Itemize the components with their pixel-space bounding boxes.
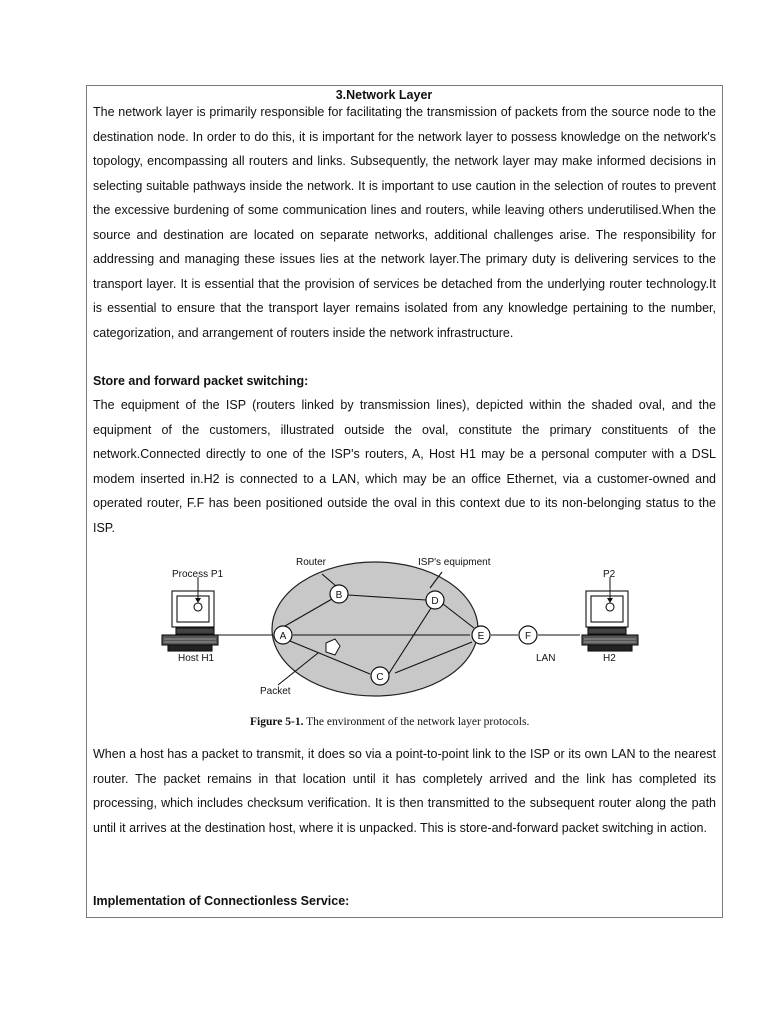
section-title: 3.Network Layer [335, 88, 433, 102]
figure-caption [250, 716, 529, 728]
h2-process [606, 603, 614, 611]
node-d-label: D [431, 596, 439, 607]
label-host-h1: Host H1 [178, 653, 215, 664]
label-lan: LAN [536, 653, 556, 664]
network-figure [150, 551, 650, 741]
label-isp-equipment: ISP's equipment [418, 557, 491, 568]
node-f-label: F [524, 631, 532, 642]
node-b-label: B [335, 590, 343, 601]
label-p2: P2 [603, 569, 616, 580]
label-packet: Packet [260, 686, 291, 697]
intro-paragraph: The network layer is primarily responsible for facilitating the transmission of packets from the source node to the destination node. In order to do this, it is important for the network layer to possess knowledge on the network's topology, encompassing all routers and links. Subsequently, the network layer may make informed decisions in selecting suitable pathways inside the network. It is important to use caution in the selection of routes to prevent the excessive burdening of some communication lines and routers, while leaving others underutilised.When the source and destination are located on separate networks, additional challenges arise. The responsibility for addressing and managing these issues lies at the network layer.The primary duty is delivering services to the transport layer. It is essential that the provision of services be detached from the underlying router technology.It is essential to ensure that the transport layer remains isolated from any knowledge pertaining to the number, categorization, and arrangement of routers inside the network infrastructure. [93, 105, 716, 340]
node-c-label: C [376, 672, 384, 683]
h1-process [194, 603, 202, 611]
node-a-label: A [279, 631, 287, 642]
host-h1-computer-icon [162, 591, 218, 651]
network-diagram [150, 551, 650, 721]
isp-paragraph: The equipment of the ISP (routers linked by transmission lines), depicted within the shaded oval, and the equipment of the customers, illustrated outside the oval, constitute the primary constituents of the network.Connected directly to one of the ISP's routers, A, Host H1 may be a personal computer with a DSL modem inserted in.H2 is connected to a LAN, which may be an office Ethernet, via a customer-owned and operated router, F.F has been positioned outside the oval in this context due to its non-belonging status to the ISP. [93, 398, 716, 535]
node-e-label: E [477, 631, 485, 642]
label-router: Router [296, 557, 327, 568]
label-process-p1: Process P1 [172, 569, 224, 580]
heading-connectionless: Implementation of Connectionless Service: [93, 894, 350, 908]
caption-text: The environment of the network layer protocols. [306, 716, 530, 728]
caption-label: Figure 5-1. [250, 716, 304, 728]
heading-store-and-forward: Store and forward packet switching: [93, 374, 309, 388]
forwarding-paragraph: When a host has a packet to transmit, it does so via a point-to-point link to the ISP or its own LAN to the nearest router. The packet remains in that location until it has completely arrived and the link has completed its processing, which includes checksum verification. It is then transmitted to the subsequent router along the path until it arrives at the destination host, where it is unpacked. This is store-and-forward packet switching in action. [93, 747, 716, 835]
label-h2: H2 [603, 653, 616, 664]
